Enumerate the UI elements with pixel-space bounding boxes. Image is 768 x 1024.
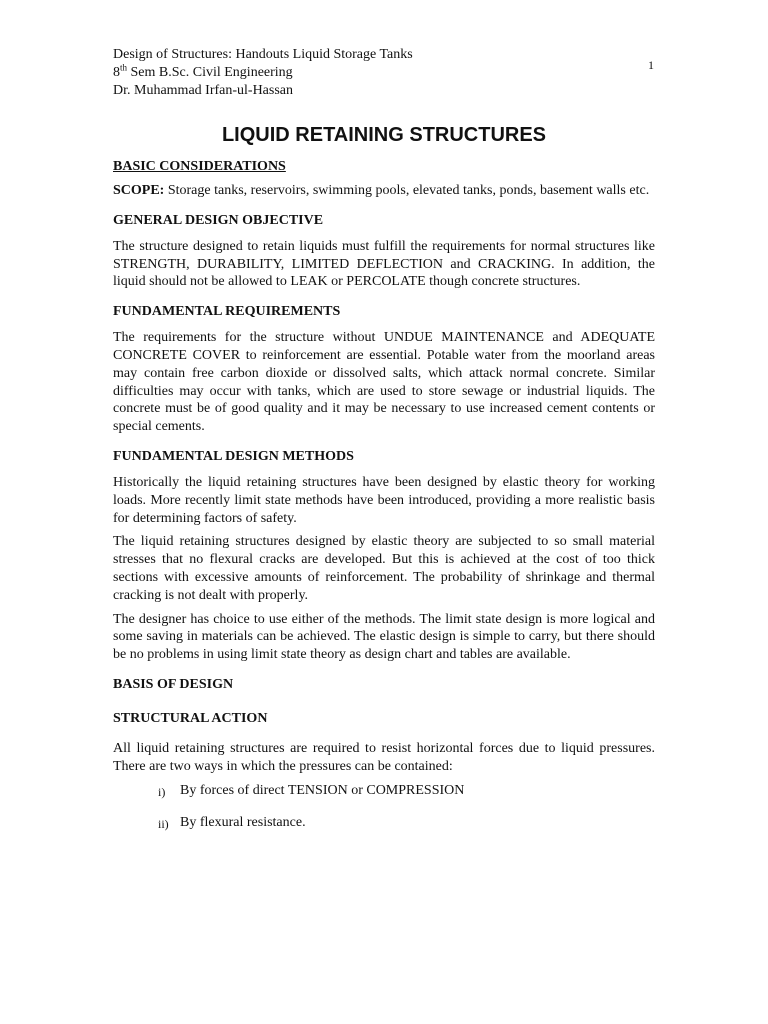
semester-number: 8 <box>113 65 120 80</box>
scope-paragraph <box>113 182 655 200</box>
list-item-number: ii) <box>158 816 169 831</box>
course-title: Design of Structures: Handouts Liquid Storage Tanks <box>113 47 413 62</box>
fundamental-requirements-paragraph: The requirements for the structure without UNDUE MAINTENANCE and ADEQUATE CONCRETE COVER to reinforcement are essential. Potable water from the moorland areas may contain free carbon dioxide or dissolved salts, which attack normal concrete. Similar difficulties may occur with tanks, which are used to store sewage or industrial liquids. The concrete must be of good quality and it may be necessary to use increased cement contents or special cements. <box>113 330 655 435</box>
fundamental-design-methods-heading: FUNDAMENTAL DESIGN METHODS <box>113 448 354 464</box>
design-methods-paragraph-2: The liquid retaining structures designed by elastic theory are subjected to so small material stresses that no flexural cracks are developed. But this is achieved at the cost of too thick sections with excessive amounts of reinforcement. The probability of shrinkage and thermal cracking is not dealt with properly. <box>113 534 655 603</box>
semester-ordinal: th <box>120 62 128 73</box>
basic-considerations-heading: BASIC CONSIDERATIONS <box>113 159 286 174</box>
list-item <box>113 782 655 800</box>
design-methods-paragraph-3: The designer has choice to use either of the methods. The limit state design is more logical and some saving in materials can be achieved. The elastic design is simple to carry, but there should be no problems in using limit state theory as design chart and tables are available. <box>113 611 655 663</box>
general-design-objective-heading: GENERAL DESIGN OBJECTIVE <box>113 212 324 228</box>
list-item-text: By forces of direct TENSION or COMPRESSION <box>180 782 465 798</box>
list-item <box>113 814 655 832</box>
semester-line <box>113 64 413 82</box>
fundamental-requirements-heading: FUNDAMENTAL REQUIREMENTS <box>113 304 341 320</box>
semester-program: Sem B.Sc. Civil Engineering <box>127 65 293 80</box>
page-header <box>113 46 413 100</box>
list-item-text: By flexural resistance. <box>180 814 306 830</box>
document-title: LIQUID RETAINING STRUCTURES <box>221 124 547 146</box>
structural-action-list <box>113 782 655 832</box>
basis-of-design-heading: BASIS OF DESIGN <box>113 676 234 692</box>
design-methods-paragraph-1: Historically the liquid retaining structures have been designed by elastic theory for working loads. More recently limit state methods have been introduced, providing a more realistic basis for determining factors of safety. <box>113 474 655 526</box>
general-design-objective-paragraph: The structure designed to retain liquids must fulfill the requirements for normal structures like STRENGTH, DURABILITY, LIMITED DEFLECTION and CRACKING. In addition, the liquid should not be allowed to LEAK or PERCOLATE though concrete structures. <box>113 238 655 290</box>
list-item-number: i) <box>158 784 166 799</box>
structural-action-heading: STRUCTURAL ACTION <box>113 710 268 726</box>
page-number: 1 <box>648 58 654 72</box>
document-body <box>113 122 655 846</box>
author-name: Dr. Muhammad Irfan-ul-Hassan <box>113 83 294 98</box>
structural-action-paragraph: All liquid retaining structures are required to resist horizontal forces due to liquid pressures. There are two ways in which the pressures can be contained: <box>113 740 655 774</box>
scope-text: Storage tanks, reservoirs, swimming pools, elevated tanks, ponds, basement walls etc. <box>164 183 650 198</box>
scope-label: SCOPE: <box>113 183 165 198</box>
